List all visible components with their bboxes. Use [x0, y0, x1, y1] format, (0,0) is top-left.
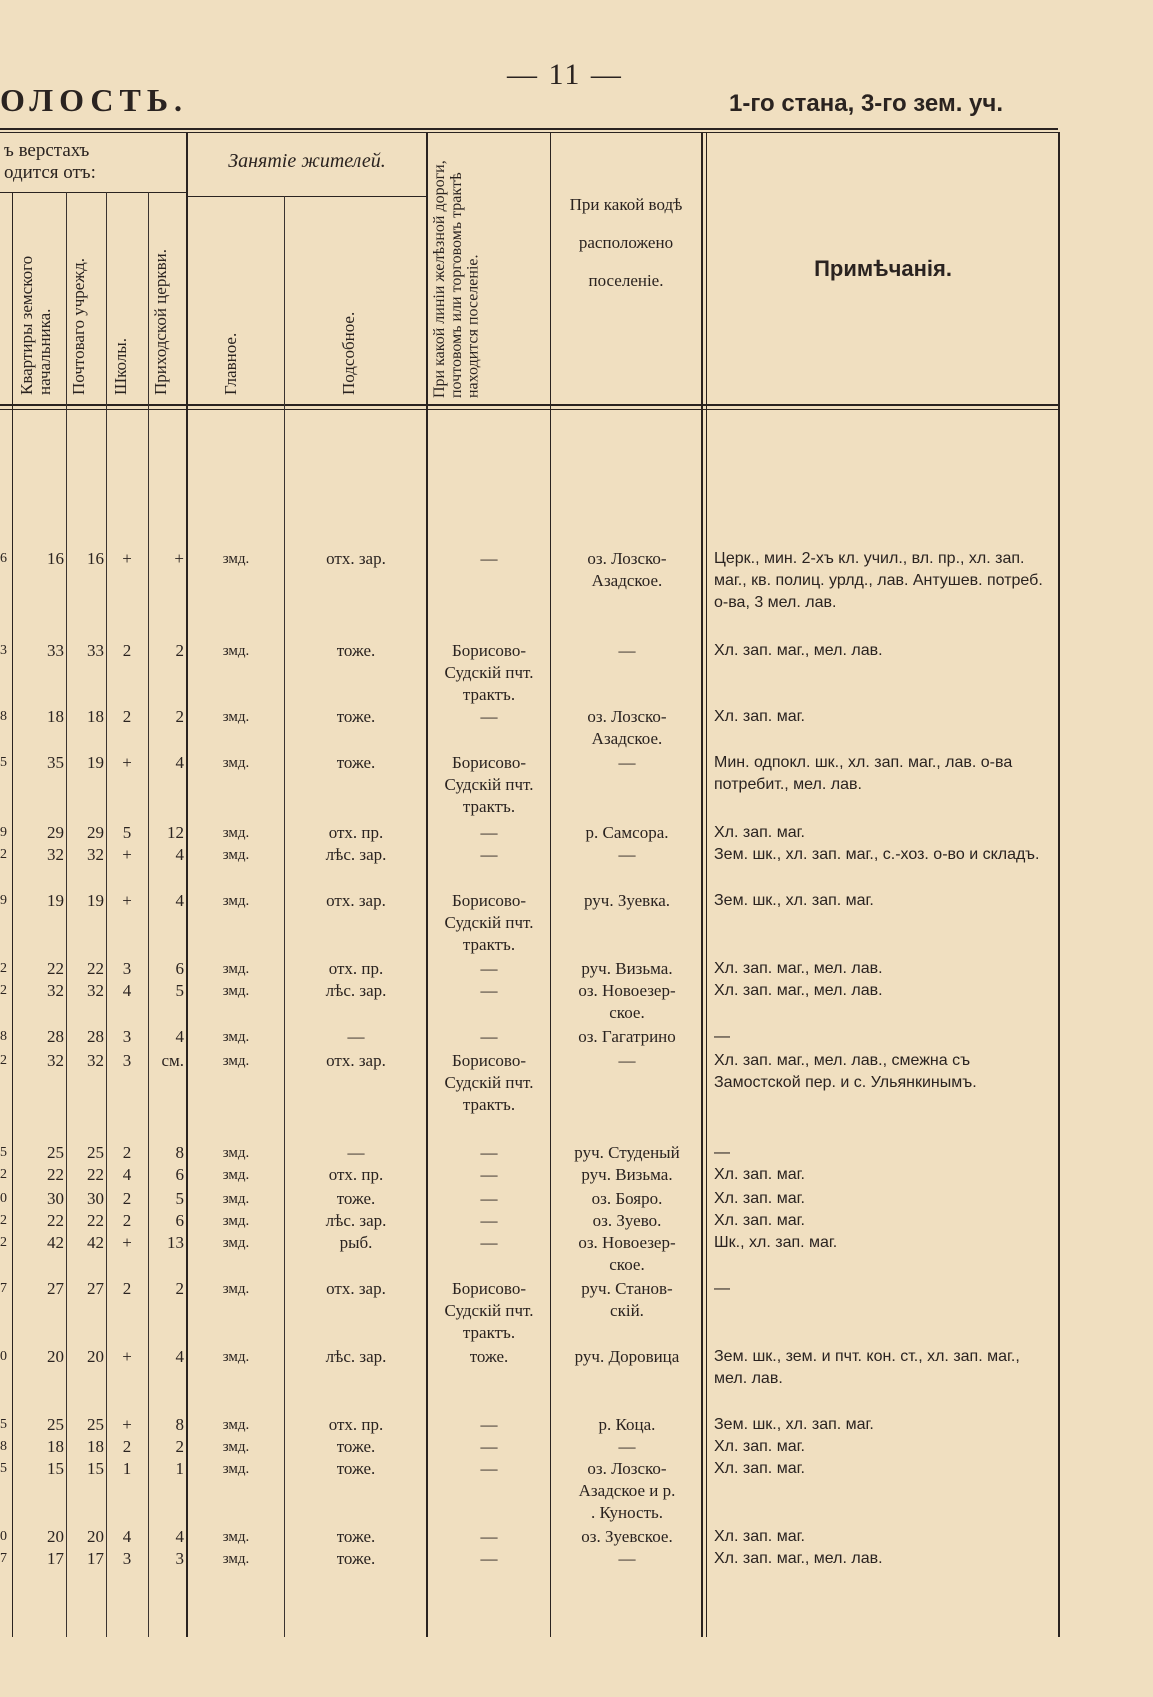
cell-post: 42 [87, 1233, 104, 1252]
cell-main: змд. [222, 1281, 250, 1297]
cell-post: 25 [87, 1143, 104, 1162]
cell-aux: отх. зар. [326, 891, 386, 910]
cell-water: р. Коца. [598, 1415, 656, 1434]
cell-post: 32 [87, 1051, 104, 1070]
cell-kvart: 35 [47, 753, 64, 772]
cell-school: + [122, 549, 132, 568]
cell-school: 2 [122, 1279, 132, 1298]
cell-road: — [480, 1165, 498, 1184]
cell-road: — [480, 1549, 498, 1568]
cell-note: — [714, 1144, 730, 1161]
cell-kvart: 18 [47, 707, 64, 726]
cell-school: 2 [122, 707, 132, 726]
cell-note: Хл. зап. маг. [714, 1460, 805, 1477]
cell-water: р. Самсора. [585, 823, 669, 842]
cell-main: змд. [222, 983, 250, 999]
cell-note: Зем. шк., зем. и пчт. кон. ст., хл. зап. маг., мел. лав. [714, 1348, 1020, 1387]
cell-post: 17 [87, 1549, 104, 1568]
cell-edge: 0 [0, 1191, 7, 1206]
cell-edge: 0 [0, 1349, 7, 1364]
cell-water: оз. Новоезер- ское. [578, 981, 676, 1022]
col-rule-6 [426, 132, 428, 1637]
cell-school: + [122, 845, 132, 864]
cell-school: 5 [122, 823, 132, 842]
cell-kvart: 32 [47, 845, 64, 864]
cell-road: Борисово- Судскій пчт. трактъ. [444, 1279, 534, 1342]
cell-note: — [714, 1028, 730, 1045]
cell-road: — [480, 1143, 498, 1162]
cell-edge: 7 [0, 1551, 7, 1566]
cell-church: 6 [175, 1165, 184, 1184]
cell-post: 29 [87, 823, 104, 842]
cell-water: — [618, 1051, 636, 1070]
cell-kvart: 22 [47, 1165, 64, 1184]
cell-post: 33 [87, 641, 104, 660]
cell-road: Борисово- Судскій пчт. трактъ. [444, 753, 534, 816]
cell-road: — [480, 707, 498, 726]
cell-church: 2 [175, 1279, 184, 1298]
cell-water: оз. Лозско- Азадское. [587, 707, 667, 748]
cell-school: + [122, 1347, 132, 1366]
cell-aux: отх. пр. [328, 959, 384, 978]
cell-edge: 8 [0, 709, 7, 724]
cell-road: — [480, 959, 498, 978]
cell-note: Шк., хл. зап. маг. [714, 1234, 838, 1251]
cell-post: 25 [87, 1415, 104, 1434]
page-number: — 11 — [507, 58, 623, 91]
cell-edge: 9 [0, 893, 7, 908]
cell-water: — [618, 845, 636, 864]
cell-road: — [480, 1415, 498, 1434]
cell-kvart: 30 [47, 1189, 64, 1208]
header-col-church: Приходской церкви. [151, 249, 170, 395]
cell-kvart: 20 [47, 1347, 64, 1366]
cell-main: змд. [222, 1213, 250, 1229]
header-top-rule [0, 128, 1058, 130]
cell-note: Хл. зап. маг. [714, 1438, 805, 1455]
cell-edge: 5 [0, 755, 7, 770]
cell-school: 2 [122, 1211, 132, 1230]
cell-aux: — [347, 1143, 365, 1162]
cell-kvart: 16 [47, 549, 64, 568]
cell-main: змд. [222, 847, 250, 863]
cell-main: змд. [222, 709, 250, 725]
cell-water: оз. Лозско- Азадское и р. . Куность. [578, 1459, 676, 1522]
cell-water: оз. Гагатрино [578, 1027, 676, 1046]
cell-edge: 2 [0, 1053, 7, 1068]
cell-water: руч. Зуевка. [584, 891, 670, 910]
cell-post: 15 [87, 1459, 104, 1478]
cell-aux: тоже. [336, 1189, 376, 1208]
col-rule-8 [701, 132, 703, 1637]
cell-aux: тоже. [336, 1527, 376, 1546]
cell-water: — [618, 1549, 636, 1568]
cell-road: — [480, 823, 498, 842]
cell-road: тоже. [469, 1347, 509, 1366]
cell-church: 8 [175, 1415, 184, 1434]
cell-aux: тоже. [336, 1437, 376, 1456]
cell-aux: тоже. [336, 1459, 376, 1478]
cell-church: 1 [175, 1459, 184, 1478]
cell-main: змд. [222, 1529, 250, 1545]
cell-post: 32 [87, 845, 104, 864]
cell-kvart: 20 [47, 1527, 64, 1546]
cell-church: 4 [175, 753, 184, 772]
cell-aux: тоже. [336, 753, 376, 772]
cell-main: змд. [222, 643, 250, 659]
cell-water: оз. Зуевское. [581, 1527, 673, 1546]
cell-kvart: 22 [47, 959, 64, 978]
distance-subrule [0, 192, 186, 193]
header-col-main: Главное. [221, 332, 240, 395]
cell-kvart: 18 [47, 1437, 64, 1456]
cell-church: 13 [167, 1233, 184, 1252]
cell-main: змд. [222, 1029, 250, 1045]
cell-school: 3 [122, 959, 132, 978]
cell-water: руч. Визьма. [581, 1165, 673, 1184]
cell-edge: 7 [0, 1281, 7, 1296]
cell-aux: тоже. [336, 1549, 376, 1568]
cell-main: змд. [222, 1053, 250, 1069]
cell-post: 18 [87, 1437, 104, 1456]
cell-main: змд. [222, 551, 250, 567]
cell-water: руч. Доровица [574, 1347, 680, 1366]
page-title-left: ОЛОСТЬ. [0, 82, 189, 118]
cell-road: — [480, 981, 498, 1000]
header-col-aux: Подсобное. [339, 311, 358, 395]
cell-post: 18 [87, 707, 104, 726]
cell-road: — [480, 1459, 498, 1478]
cell-aux: рыб. [339, 1233, 373, 1252]
cell-water: оз. Лозско- Азадское. [587, 549, 667, 590]
cell-road: Борисово- Судскій пчт. трактъ. [444, 1051, 534, 1114]
cell-church: 4 [175, 1347, 184, 1366]
cell-kvart: 32 [47, 981, 64, 1000]
cell-main: змд. [222, 1417, 250, 1433]
cell-main: змд. [222, 1349, 250, 1365]
cell-water: руч. Станов- скій. [581, 1279, 673, 1320]
cell-post: 22 [87, 1211, 104, 1230]
cell-note: Хл. зап. маг. [714, 824, 805, 841]
cell-post: 28 [87, 1027, 104, 1046]
cell-school: 3 [122, 1549, 132, 1568]
cell-church: 5 [175, 1189, 184, 1208]
cell-church: 12 [167, 823, 184, 842]
cell-church: 2 [175, 707, 184, 726]
cell-edge: 5 [0, 1417, 7, 1432]
cell-kvart: 27 [47, 1279, 64, 1298]
cell-water: — [618, 1437, 636, 1456]
cell-kvart: 42 [47, 1233, 64, 1252]
cell-church: 3 [175, 1549, 184, 1568]
cell-water: — [618, 641, 636, 660]
cell-church: 4 [175, 1027, 184, 1046]
cell-kvart: 32 [47, 1051, 64, 1070]
cell-school: + [122, 753, 132, 772]
cell-main: змд. [222, 1439, 250, 1455]
cell-church: 5 [175, 981, 184, 1000]
cell-aux: лѣс. зар. [325, 1211, 387, 1230]
cell-post: 27 [87, 1279, 104, 1298]
cell-main: змд. [222, 961, 250, 977]
cell-main: змд. [222, 1551, 250, 1567]
cell-post: 20 [87, 1527, 104, 1546]
cell-edge: 9 [0, 825, 7, 840]
cell-post: 30 [87, 1189, 104, 1208]
header-col-notes: Примѣчанія. [814, 256, 952, 281]
cell-road: Борисово- Судскій пчт. трактъ. [444, 891, 534, 954]
col-rule-1 [66, 192, 67, 1637]
cell-note: Зем. шк., хл. зап. маг. [714, 892, 874, 909]
col-rule-9 [706, 132, 707, 1637]
cell-note: Хл. зап. маг. [714, 1528, 805, 1545]
cell-kvart: 28 [47, 1027, 64, 1046]
header-col-kvartira: Квартиры земского начальника. [17, 255, 54, 395]
cell-main: змд. [222, 825, 250, 841]
cell-school: 4 [122, 1527, 132, 1546]
cell-note: Хл. зап. маг. [714, 1166, 805, 1183]
cell-church: 4 [175, 845, 184, 864]
cell-church: 2 [175, 1437, 184, 1456]
cell-road: — [480, 549, 498, 568]
header-col-post: Почтоваго учрежд. [69, 258, 88, 395]
cell-school: 2 [122, 1143, 132, 1162]
cell-note: Хл. зап. маг. [714, 708, 805, 725]
cell-edge: 2 [0, 961, 7, 976]
cell-main: змд. [222, 1461, 250, 1477]
cell-main: змд. [222, 893, 250, 909]
cell-road: Борисово- Судскій пчт. трактъ. [444, 641, 534, 704]
cell-note: — [714, 1280, 730, 1297]
cell-school: 3 [122, 1051, 132, 1070]
cell-aux: отх. зар. [326, 549, 386, 568]
col-rule-2 [106, 192, 107, 1637]
cell-kvart: 29 [47, 823, 64, 842]
cell-edge: 8 [0, 1029, 7, 1044]
cell-main: змд. [222, 755, 250, 771]
cell-water: руч. Визьма. [581, 959, 673, 978]
cell-note: Хл. зап. маг., мел. лав., смежна съ Замостской пер. и с. Ульянкинымъ. [714, 1052, 977, 1091]
cell-note: Хл. зап. маг., мел. лав. [714, 642, 883, 659]
cell-road: — [480, 1189, 498, 1208]
cell-water: оз. Зуево. [592, 1211, 662, 1230]
cell-edge: 6 [0, 551, 7, 566]
cell-church: 8 [175, 1143, 184, 1162]
header-bottom-rule [0, 404, 1058, 406]
header-col-road: При какой линіи желѣзной дороги, почтовомъ или торговомъ трактѣ находится поселеніе. [431, 160, 482, 398]
header-col-school: Школы. [111, 338, 130, 395]
cell-edge: 5 [0, 1461, 7, 1476]
cell-edge: 2 [0, 1167, 7, 1182]
cell-church: 4 [175, 1527, 184, 1546]
header-bottom-rule-2 [0, 409, 1058, 410]
cell-post: 32 [87, 981, 104, 1000]
cell-post: 16 [87, 549, 104, 568]
cell-aux: — [347, 1027, 365, 1046]
col-rule-5 [284, 196, 285, 1637]
cell-main: змд. [222, 1235, 250, 1251]
cell-aux: лѣс. зар. [325, 981, 387, 1000]
cell-note: Хл. зап. маг. [714, 1190, 805, 1207]
cell-note: Хл. зап. маг. [714, 1212, 805, 1229]
cell-kvart: 33 [47, 641, 64, 660]
cell-school: + [122, 1415, 132, 1434]
cell-aux: отх. зар. [326, 1279, 386, 1298]
cell-school: + [122, 891, 132, 910]
cell-aux: отх. пр. [328, 823, 384, 842]
cell-road: — [480, 1437, 498, 1456]
cell-note: Мин. одпокл. шк., хл. зап. маг., лав. о-ва потребит., мел. лав. [714, 754, 1013, 793]
header-col-water: При какой водѣ расположено поселеніе. [569, 195, 683, 290]
cell-aux: тоже. [336, 641, 376, 660]
cell-road: — [480, 1211, 498, 1230]
cell-aux: отх. зар. [326, 1051, 386, 1070]
cell-main: змд. [222, 1145, 250, 1161]
page-title-right: 1-го стана, 3-го зем. уч. [728, 90, 1003, 117]
cell-note: Церк., мин. 2-хъ кл. учил., вл. пр., хл. зап. маг., кв. полиц. урлд., лав. Антушев. потреб. о-ва, 3 мел. лав. [714, 550, 1043, 611]
cell-school: + [122, 1233, 132, 1252]
col-rule-3 [148, 192, 149, 1637]
col-rule-7 [550, 132, 551, 1637]
cell-water: — [618, 753, 636, 772]
cell-post: 22 [87, 1165, 104, 1184]
cell-edge: 0 [0, 1529, 7, 1544]
col-rule-edge [12, 192, 13, 1637]
cell-church: + [174, 549, 184, 568]
col-rule-4 [186, 132, 188, 1637]
cell-road: — [480, 1027, 498, 1046]
cell-post: 19 [87, 891, 104, 910]
cell-school: 2 [122, 641, 132, 660]
cell-school: 4 [122, 1165, 132, 1184]
cell-aux: лѣс. зар. [325, 845, 387, 864]
cell-water: оз. Новоезер- ское. [578, 1233, 676, 1274]
cell-note: Хл. зап. маг., мел. лав. [714, 1550, 883, 1567]
header-top-rule-2 [0, 132, 1058, 133]
cell-post: 22 [87, 959, 104, 978]
cell-school: 2 [122, 1437, 132, 1456]
cell-post: 19 [87, 753, 104, 772]
cell-road: — [480, 845, 498, 864]
cell-kvart: 15 [47, 1459, 64, 1478]
cell-school: 3 [122, 1027, 132, 1046]
cell-kvart: 17 [47, 1549, 64, 1568]
header-distance-group: ъ верстахъ одится отъ: [4, 140, 96, 183]
cell-edge: 2 [0, 1213, 7, 1228]
cell-edge: 2 [0, 847, 7, 862]
cell-road: — [480, 1527, 498, 1546]
cell-note: Хл. зап. маг., мел. лав. [714, 960, 883, 977]
cell-aux: отх. пр. [328, 1165, 384, 1184]
cell-church: см. [161, 1051, 184, 1070]
cell-edge: 3 [0, 643, 7, 658]
cell-note: Зем. шк., хл. зап. маг. [714, 1416, 874, 1433]
cell-aux: лѣс. зар. [325, 1347, 387, 1366]
occupation-subrule [188, 196, 426, 197]
cell-water: оз. Бояро. [591, 1189, 663, 1208]
cell-aux: отх. пр. [328, 1415, 384, 1434]
cell-main: змд. [222, 1191, 250, 1207]
cell-school: 4 [122, 981, 132, 1000]
cell-road: — [480, 1233, 498, 1252]
cell-water: руч. Студеный [574, 1143, 680, 1162]
col-rule-right [1058, 132, 1060, 1637]
cell-post: 20 [87, 1347, 104, 1366]
cell-school: 2 [122, 1189, 132, 1208]
cell-school: 1 [122, 1459, 132, 1478]
cell-kvart: 19 [47, 891, 64, 910]
cell-church: 6 [175, 959, 184, 978]
cell-edge: 5 [0, 1145, 7, 1160]
cell-edge: 2 [0, 1235, 7, 1250]
cell-edge: 8 [0, 1439, 7, 1454]
cell-kvart: 22 [47, 1211, 64, 1230]
cell-edge: 2 [0, 983, 7, 998]
cell-aux: тоже. [336, 707, 376, 726]
cell-note: Зем. шк., хл. зап. маг., с.-хоз. о-во и складъ. [714, 846, 1040, 863]
cell-note: Хл. зап. маг., мел. лав. [714, 982, 883, 999]
cell-church: 6 [175, 1211, 184, 1230]
header-occupation-group: Занятіе жителей. [228, 150, 386, 172]
cell-kvart: 25 [47, 1143, 64, 1162]
cell-kvart: 25 [47, 1415, 64, 1434]
cell-church: 2 [175, 641, 184, 660]
cell-church: 4 [175, 891, 184, 910]
cell-main: змд. [222, 1167, 250, 1183]
